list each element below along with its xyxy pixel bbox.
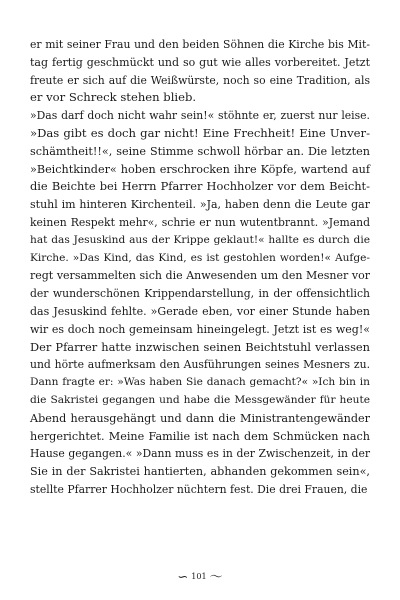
text-line: und hörte aufmerksam den Ausführungen seines Mesners zu. xyxy=(30,358,370,372)
text-line: Abend herausgehängt und dann die Ministrantengewänder xyxy=(30,411,370,425)
text-line: »Das gibt es doch gar nicht! Eine Frechheit! Eine Unver- xyxy=(30,125,370,140)
text-line: er vor Schreck stehen blieb. xyxy=(30,90,197,105)
text-line: stellte Pfarrer Hochholzer nüchtern fest. Die drei Frauen, die xyxy=(30,482,368,496)
text-line: »Das darf doch nicht wahr sein!« stöhnte er, zuerst nur leise. xyxy=(30,109,370,123)
text-line: die Beichte bei Herrn Pfarrer Hochholzer vor dem Beicht- xyxy=(30,179,370,194)
body-text xyxy=(30,36,370,499)
text-line: freute er sich auf die Weißwürste, noch so eine Tradition, als xyxy=(30,73,370,87)
text-line: der wunderschönen Krippendarstellung, in der offensichtlich xyxy=(30,287,370,301)
text-line: Der Pfarrer hatte inzwischen seinen Beichtstuhl verlassen xyxy=(30,339,370,354)
text-line: Sie in der Sakristei hantierten, abhanden gekommen sein«, xyxy=(30,465,370,479)
text-line: wir es doch noch gemeinsam hineingelegt. Jetzt ist es weg!« xyxy=(30,322,370,336)
text-line: »Beichtkinder« hoben erschrocken ihre Köpfe, wartend auf xyxy=(30,162,370,176)
text-line: die Sakristei gegangen und habe die Messgewänder für heute xyxy=(30,393,370,406)
text-line: schämtheit!!«, seine Stimme schwoll hörbar an. Die letzten xyxy=(30,144,370,158)
page-number: 101 xyxy=(191,572,207,581)
text-line: regt versammelten sich die Anwesenden um den Mesner vor xyxy=(30,269,370,283)
folio-ornament-left: ∽ xyxy=(177,570,189,585)
text-line: hat das Jesuskind aus der Krippe geklaut!« hallte es durch die xyxy=(30,233,370,246)
text-line: Kirche. »Das Kind, das Kind, es ist gestohlen worden!« Aufge- xyxy=(30,251,370,264)
folio-ornament-right: 〜 xyxy=(209,570,223,585)
text-line: stuhl im hinteren Kirchenteil. »Ja, haben denn die Leute gar xyxy=(30,198,370,212)
folio xyxy=(0,566,400,585)
text-line: Dann fragte er: »Was haben Sie danach gemacht?« »Ich bin in xyxy=(30,376,370,389)
text-line: das Jesuskind fehlte. »Gerade eben, vor einer Stunde haben xyxy=(30,304,370,318)
text-line: keinen Respekt mehr«, schrie er nun wutentbrannt. »Jemand xyxy=(30,215,370,229)
text-line: er mit seiner Frau und den beiden Söhnen die Kirche bis Mit- xyxy=(30,38,370,51)
text-line: Hause gegangen.« »Dann muss es in der Zwischenzeit, in der xyxy=(30,447,370,461)
text-line: hergerichtet. Meine Familie ist nach dem Schmücken nach xyxy=(30,429,370,443)
text-line: tag fertig geschmückt und so gut wie alles vorbereitet. Jetzt xyxy=(30,55,370,69)
